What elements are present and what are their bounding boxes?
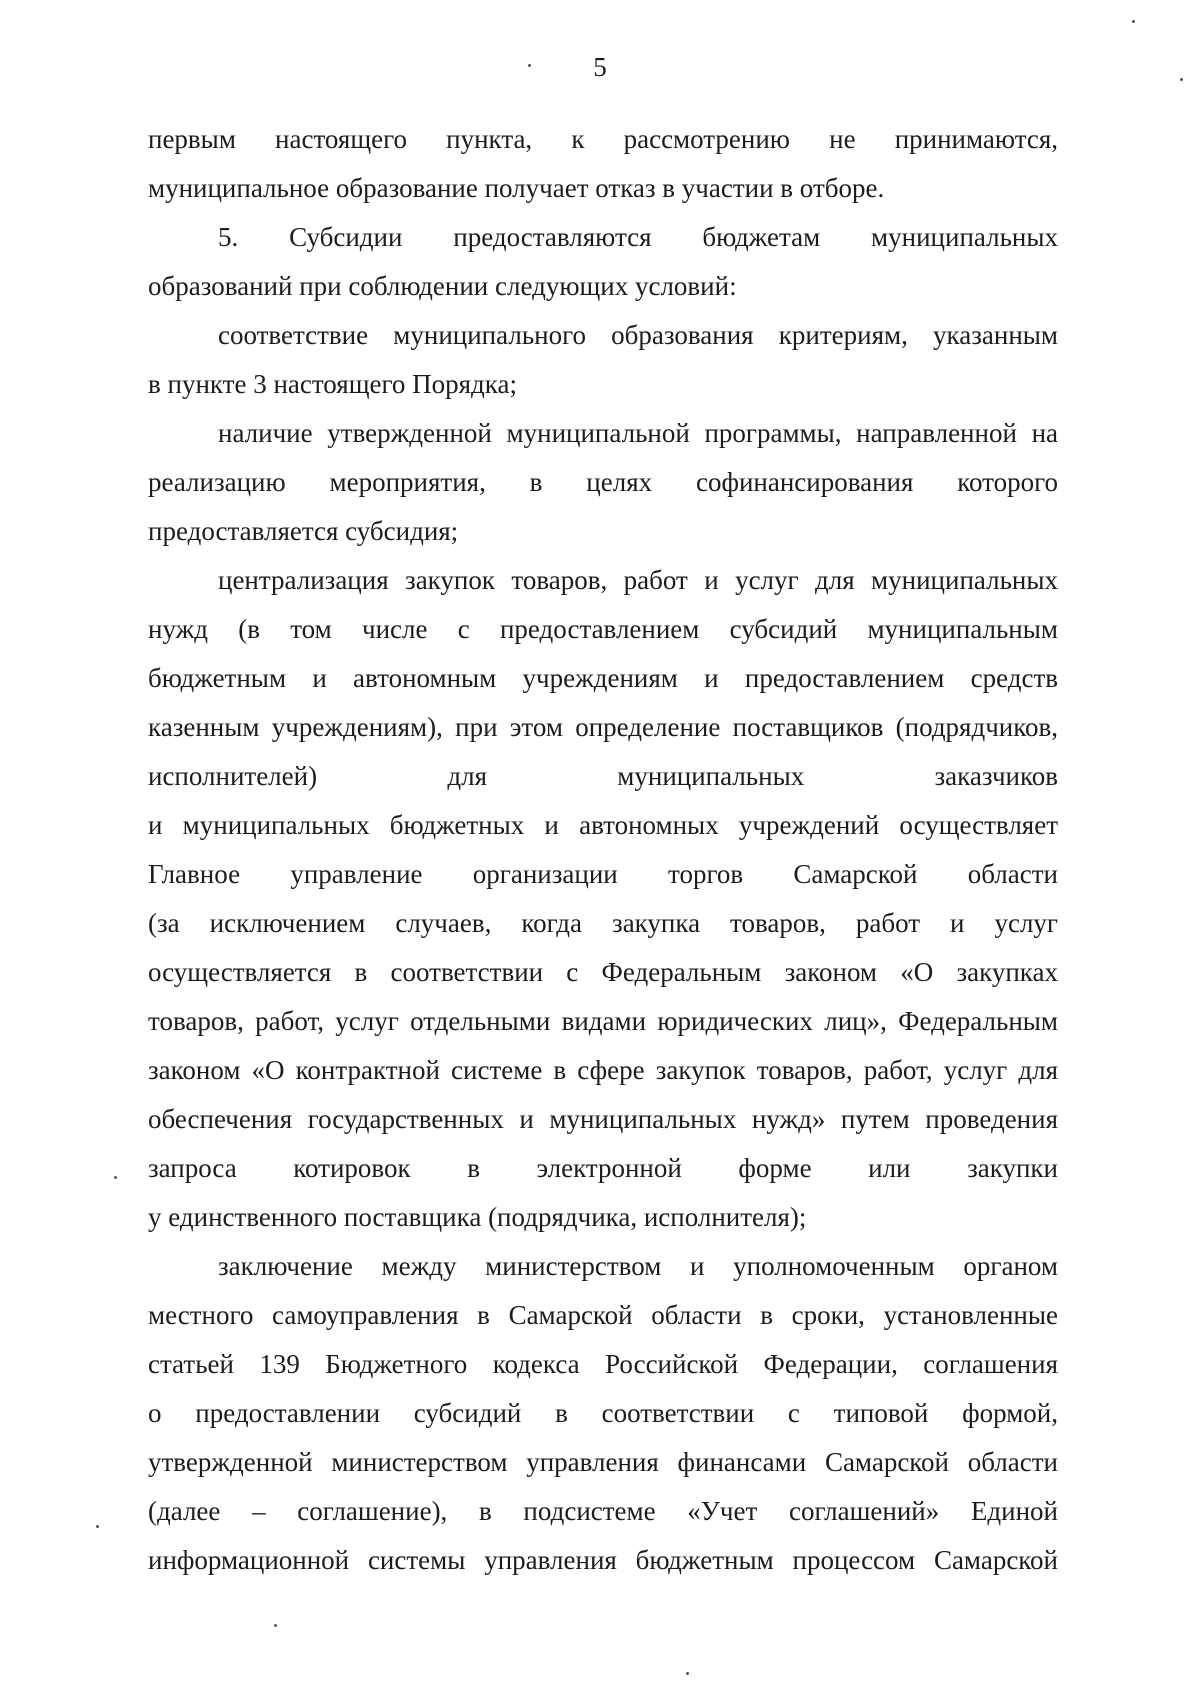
text-line: наличие утвержденной муниципальной программы, направленной на [218,418,1058,448]
text-line: централизация закупок товаров, работ и услуг для муниципальных [218,565,1058,595]
text-line: реализацию мероприятия, в целях софинансирования которого [148,467,1058,497]
text-line: нужд (в том числе с предоставлением субсидий муниципальным [148,614,1058,644]
text-line: обеспечения государственных и муниципальных нужд» путем проведения [148,1104,1058,1134]
text-line: Главное управление организации торгов Самарской области [148,859,1058,889]
text-line: законом «О контрактной системе в сфере закупок товаров, работ, услуг для [148,1055,1058,1085]
text-line: казенным учреждениям), при этом определение поставщиков (подрядчиков, [148,712,1058,742]
scan-speck [274,1624,277,1627]
scan-speck [1180,78,1183,81]
text-line: запроса котировок в электронной форме или закупки [148,1153,1058,1183]
scan-speck [96,1525,99,1528]
scan-speck [686,1672,689,1675]
text-line: предоставляется субсидия; [148,516,459,546]
text-line: о предоставлении субсидий в соответствии с типовой формой, [148,1398,1058,1428]
text-line: (далее – соглашение), в подсистеме «Учет соглашений» Единой [148,1496,1058,1526]
text-line: образований при соблюдении следующих условий: [148,271,737,301]
scan-speck [114,1176,117,1179]
text-line: и муниципальных бюджетных и автономных учреждений осуществляет [148,810,1058,840]
scan-speck [1132,20,1135,23]
page-number: 5 [593,52,607,82]
text-line: соответствие муниципального образования критериям, указанным [218,320,1058,350]
text-line: (за исключением случаев, когда закупка товаров, работ и услуг [148,908,1058,938]
text-line: заключение между министерством и уполномоченным органом [218,1251,1058,1281]
text-line: у единственного поставщика (подрядчика, исполнителя); [148,1202,807,1232]
text-line: товаров, работ, услуг отдельными видами юридических лиц», Федеральным [148,1006,1058,1036]
text-line: статьей 139 Бюджетного кодекса Российской Федерации, соглашения [148,1349,1058,1379]
text-line: утвержденной министерством управления финансами Самарской области [148,1447,1058,1477]
text-line: 5. Субсидии предоставляются бюджетам муниципальных [218,222,1058,252]
text-line: бюджетным и автономным учреждениям и предоставлением средств [148,663,1058,693]
text-line: первым настоящего пункта, к рассмотрению не принимаются, [148,124,1058,154]
document-body [148,115,1058,1585]
text-line: в пункте 3 настоящего Порядка; [148,369,517,399]
text-line: местного самоуправления в Самарской области в сроки, установленные [148,1300,1058,1330]
text-line: исполнителей) для муниципальных заказчиков [148,761,1058,791]
scan-speck [528,64,531,67]
text-line: осуществляется в соответствии с Федеральным законом «О закупках [148,957,1058,987]
text-line: информационной системы управления бюджетным процессом Самарской [148,1545,1058,1575]
text-line: муниципальное образование получает отказ в участии в отборе. [148,173,885,203]
